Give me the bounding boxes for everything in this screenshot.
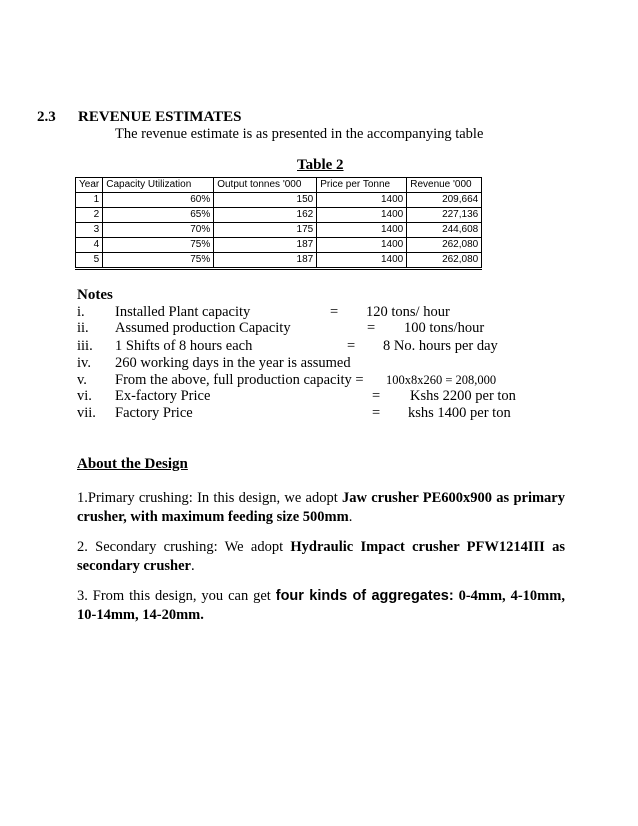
design-paragraph-aggregates: [77, 587, 565, 625]
note-text: Ex-factory Price: [115, 388, 211, 404]
table-row: [76, 193, 482, 208]
cell-year: 4: [76, 238, 103, 253]
cell-price: 1400: [317, 238, 407, 253]
note-value: Kshs 2200 per ton: [410, 388, 516, 404]
notes-title: Notes: [77, 287, 113, 303]
cell-year: 2: [76, 208, 103, 223]
cell-capacity: 75%: [103, 238, 214, 253]
note-number: iii.: [77, 338, 93, 354]
note-text: Factory Price: [115, 405, 193, 421]
cell-year: 1: [76, 193, 103, 208]
cell-price: 1400: [317, 223, 407, 238]
cell-output: 187: [214, 253, 317, 269]
note-number: ii.: [77, 320, 89, 336]
note-text: 1 Shifts of 8 hours each: [115, 338, 253, 354]
note-number: i.: [77, 304, 85, 320]
note-value: 120 tons/ hour: [366, 304, 450, 320]
paragraph-text: 3. From this design, you can get: [77, 588, 276, 604]
cell-year: 3: [76, 223, 103, 238]
paragraph-text: 2. Secondary crushing: We adopt: [77, 539, 291, 555]
paragraph-text: .: [348, 509, 353, 525]
table-row: [76, 208, 482, 223]
paragraph-bold-text: four kinds of aggregates:: [275, 588, 454, 604]
note-number: v.: [77, 372, 87, 388]
note-value: 8 No. hours per day: [383, 338, 498, 354]
cell-revenue: 227,136: [407, 208, 482, 223]
note-value: 100 tons/hour: [404, 320, 485, 336]
paragraph-bold-text: Jaw crusher PE600x900 as primary crusher, with maximum feeding size 500mm: [77, 490, 565, 525]
table-header-row: [76, 178, 482, 193]
cell-revenue: 244,608: [407, 223, 482, 238]
note-value: 100x8x260 = 208,000: [386, 373, 497, 387]
note-text: Assumed production Capacity: [115, 320, 291, 336]
table-row: [76, 253, 482, 269]
cell-output: 162: [214, 208, 317, 223]
cell-output: 150: [214, 193, 317, 208]
header-price-per-tonne: Price per Tonne: [317, 178, 407, 193]
table-title: Table 2: [297, 157, 344, 173]
note-number: vii.: [77, 405, 96, 421]
note-equals: =: [347, 338, 356, 354]
paragraph-text: 1.Primary crushing: In this design, we adopt: [77, 490, 343, 506]
design-paragraph-primary: [77, 489, 565, 527]
note-equals: =: [330, 304, 339, 320]
design-paragraph-secondary: [77, 538, 565, 576]
cell-revenue: 262,080: [407, 253, 482, 269]
cell-price: 1400: [317, 253, 407, 269]
section-title: REVENUE ESTIMATES: [78, 109, 242, 125]
cell-capacity: 70%: [103, 223, 214, 238]
note-text: From the above, full production capacity =: [115, 372, 364, 388]
table-row: [76, 238, 482, 253]
note-value: kshs 1400 per ton: [408, 405, 511, 421]
note-equals: =: [367, 320, 376, 336]
paragraph-bold-text: Hydraulic Impact crusher PFW1214III as secondary crusher: [77, 539, 565, 574]
cell-output: 187: [214, 238, 317, 253]
about-design-heading: About the Design: [77, 456, 188, 472]
header-capacity-utilization: Capacity Utilization: [103, 178, 214, 193]
cell-price: 1400: [317, 193, 407, 208]
section-intro: The revenue estimate is as presented in the accompanying table: [115, 126, 484, 142]
note-equals: =: [372, 388, 381, 404]
note-text: Installed Plant capacity: [115, 304, 251, 320]
cell-price: 1400: [317, 208, 407, 223]
cell-revenue: 262,080: [407, 238, 482, 253]
cell-year: 5: [76, 253, 103, 269]
note-text: 260 working days in the year is assumed: [115, 355, 351, 371]
table-row: [76, 223, 482, 238]
section-number: 2.3: [37, 109, 56, 125]
header-year: Year: [76, 178, 103, 193]
cell-capacity: 65%: [103, 208, 214, 223]
paragraph-bold-text: 0-4mm, 4-10mm, 10-14mm, 14-20mm.: [77, 588, 565, 623]
note-number: vi.: [77, 388, 92, 404]
revenue-table: [75, 177, 482, 270]
note-equals: =: [372, 405, 381, 421]
header-revenue: Revenue '000: [407, 178, 482, 193]
note-number: iv.: [77, 355, 91, 371]
cell-revenue: 209,664: [407, 193, 482, 208]
cell-capacity: 75%: [103, 253, 214, 269]
cell-capacity: 60%: [103, 193, 214, 208]
cell-output: 175: [214, 223, 317, 238]
paragraph-text: .: [190, 558, 195, 574]
header-output-tonnes: Output tonnes '000: [214, 178, 317, 193]
